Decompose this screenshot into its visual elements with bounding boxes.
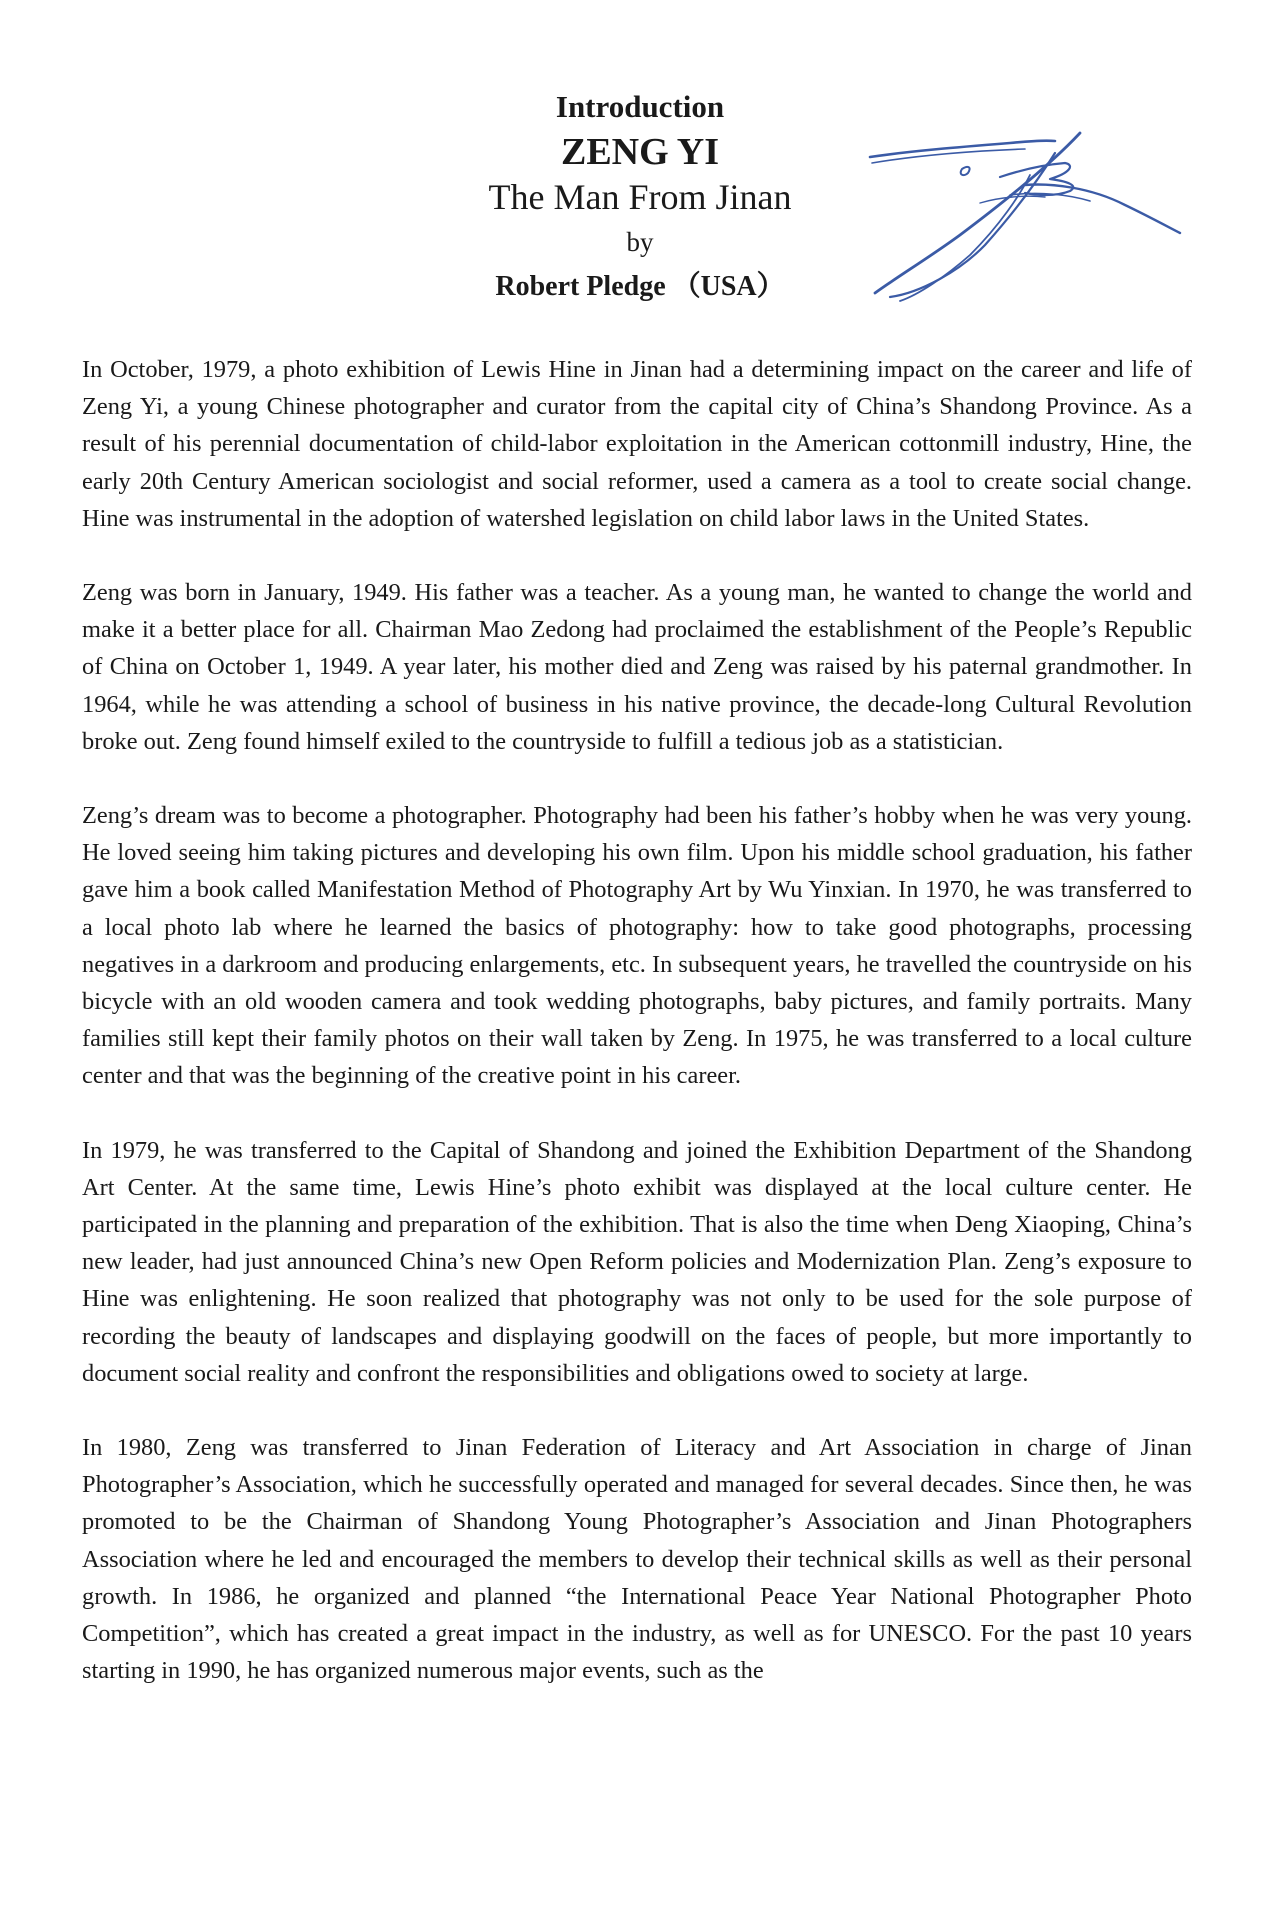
paragraph: In 1979, he was transferred to the Capital of Shandong and joined the Exhibition Department of the Shandong Art Center. At the same time, Lewis Hine’s photo exhibit was displayed at the local culture center. He participated in the planning and preparation of the exhibition. That is also the time when Deng Xiaoping, China’s new leader, had just announced China’s new Open Reform policies and Modernization Plan. Zeng’s exposure to Hine was enlightening. He soon realized that photography was not only to be used for the sole purpose of recording the beauty of landscapes and displaying goodwill on the faces of people, but more importantly to document social reality and confront the responsibilities and obligations owed to society at large. bbox=[82, 1136, 1192, 1387]
article-body bbox=[82, 351, 1192, 1690]
paragraph: In 1980, Zeng was transferred to Jinan Federation of Literacy and Art Association in charge of Jinan Photographer’s Association, which he successfully operated and managed for several decades. Since then, he was promoted to be the Chairman of Shandong Young Photographer’s Association and Jinan Photographers Association where he led and encouraged the members to develop their technical skills as well as their personal growth. In 1986, he organized and planned “the International Peace Year National Photographer Photo Competition”, which has created a great impact in the industry, as well as for UNESCO. For the past 10 years starting in 1990, he has organized numerous major events, such as the bbox=[82, 1434, 1192, 1685]
paragraph: Zeng was born in January, 1949. His father was a teacher. As a young man, he wanted to change the world and make it a better place for all. Chairman Mao Zedong had proclaimed the establishment of the People’s Republic of China on October 1, 1949. A year later, his mother died and Zeng was raised by his paternal grandmother. In 1964, while he was attending a school of business in his native province, the decade-long Cultural Revolution broke out. Zeng found himself exiled to the countryside to fulfill a tedious job as a statistician. bbox=[82, 579, 1192, 755]
paragraph: In October, 1979, a photo exhibition of Lewis Hine in Jinan had a determining impact on the career and life of Zeng Yi, a young Chinese photographer and curator from the capital city of China’s Shandong Province. As a result of his perennial documentation of child-labor exploitation in the American cottonmill industry, Hine, the early 20th Century American sociologist and social reformer, used a camera as a tool to create social change. Hine was instrumental in the adoption of watershed legislation on child labor laws in the United States. bbox=[82, 356, 1192, 532]
paragraph: Zeng’s dream was to become a photographer. Photography had been his father’s hobby when he was very young. He loved seeing him taking pictures and developing his own film. Upon his middle school graduation, his father gave him a book called Manifestation Method of Photography Art by Wu Yinxian. In 1970, he was transferred to a local photo lab where he learned the basics of photography: how to take good photographs, processing negatives in a darkroom and producing enlargements, etc. In subsequent years, he travelled the countryside on his bicycle with an old wooden camera and took wedding photographs, baby pictures, and family portraits. Many families still kept their family photos on their wall taken by Zeng. In 1975, he was transferred to a local culture center and that was the beginning of the creative point in his career. bbox=[82, 802, 1192, 1090]
byline-word: by bbox=[626, 227, 654, 257]
author-name: Robert Pledge （USA） bbox=[495, 271, 785, 302]
subtitle: The Man From Jinan bbox=[488, 177, 792, 217]
section-heading: Introduction bbox=[555, 89, 725, 124]
handwritten-signature-icon bbox=[850, 125, 1190, 305]
subject-name: ZENG YI bbox=[560, 131, 719, 173]
